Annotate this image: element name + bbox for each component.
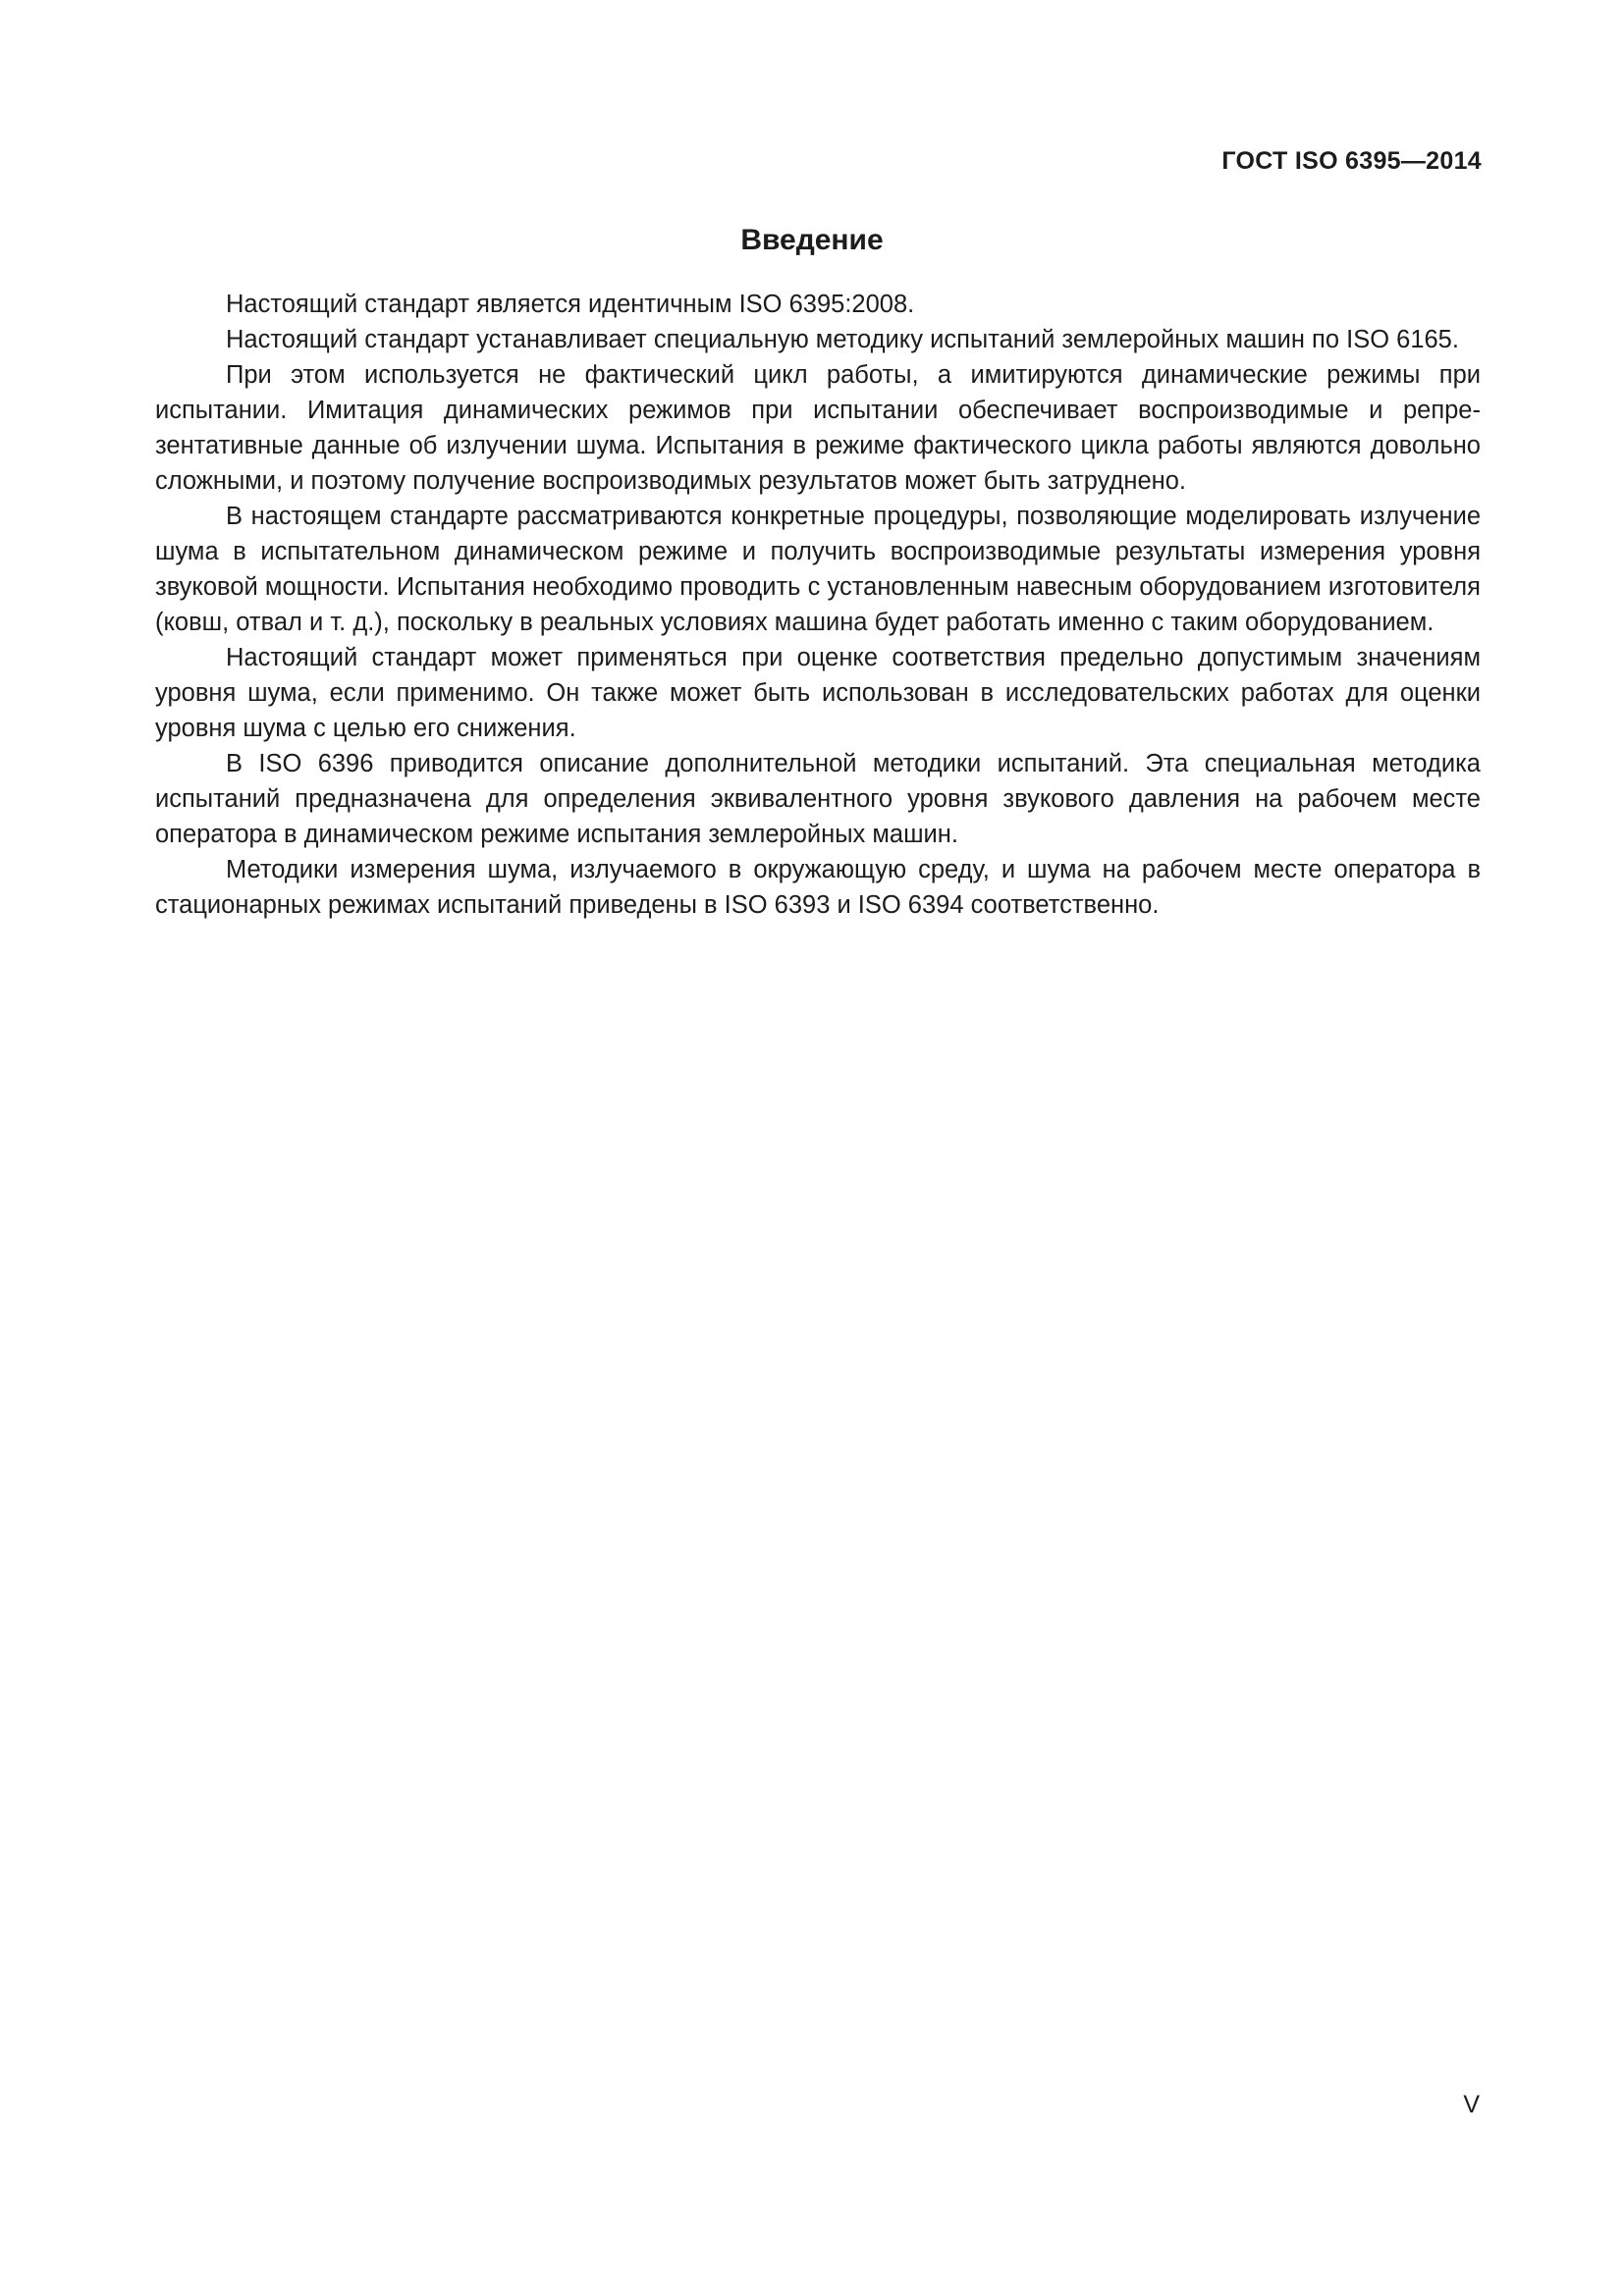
- paragraph: Настоящий стандарт устанавливает специальную методику испытаний землеройных машин по ISO 6165.: [226, 326, 1459, 353]
- paragraph: Методики измерения шума, излучаемого в окружающую среду, и шума на рабочем месте оператора в стационарных режимах испытаний приведены в ISO 6393 и ISO 6394 соответственно.: [155, 856, 1481, 919]
- paragraph: При этом используется не фактический цикл работы, а имитируются динамические режимы при испытании. Имитация динамических режимов при испытании обеспечивает воспроизводимые и репрезентативные данные об излучении шума. Испытания в режиме фактического цикла работы являются довольно сложными, и поэтому получение воспроизводимых результатов может быть затруднено.: [155, 361, 1481, 495]
- paragraph: Настоящий стандарт является идентичным ISO 6395:2008.: [226, 291, 915, 318]
- introduction-body: [155, 287, 1481, 923]
- paragraph: Настоящий стандарт может применяться при оценке соответствия предельно допустимым значениям уровня шума, если применимо. Он также может быть использован в исследовательских работах для оценки уровня шума с целью его снижения.: [155, 644, 1481, 742]
- section-title: Введение: [740, 224, 884, 256]
- paragraph: В ISO 6396 приводится описание дополнительной методики испытаний. Эта специальная методика испытаний предназначена для определения эквивалентного уровня звукового давления на рабочем месте оператора в динамическом режиме испытания землеройных машин.: [155, 750, 1481, 848]
- paragraph: В настоящем стандарте рассматриваются конкретные процедуры, позволяющие моделировать излучение шума в испытательном динамическом режиме и получить воспроизводимые результаты измерения уровня звуковой мощности. Испытания необходимо проводить с установленным навесным оборудованием изготовителя (ковш, отвал и т. д.), поскольку в реальных условиях машина будет работать именно с таким оборудованием.: [155, 503, 1481, 636]
- page-number: V: [1463, 2091, 1480, 2118]
- standard-designation: ГОСТ ISO 6395—2014: [1221, 147, 1482, 175]
